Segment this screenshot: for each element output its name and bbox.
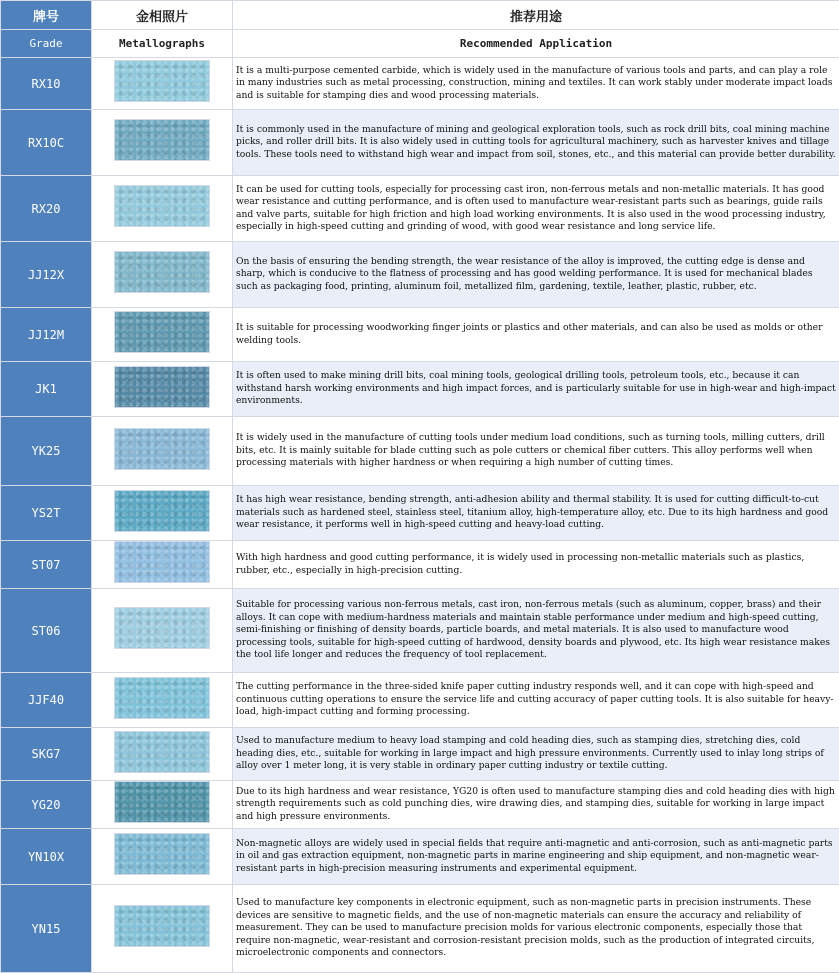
metallograph-cell bbox=[92, 417, 233, 486]
application-cell: It is a multi-purpose cemented carbide, which is widely used in the manufacture of various tools and parts, and can play a role in many industries such as metal processing, construction, mining and textiles. It can work stably under moderate impact loads and is suitable for stamping dies and wood processing materials. bbox=[233, 58, 839, 110]
application-header-en: Recommended Application bbox=[233, 30, 839, 58]
table-row bbox=[1, 486, 839, 541]
table-row bbox=[1, 589, 839, 673]
application-cell: It has high wear resistance, bending strength, anti-adhesion ability and thermal stability. It is used for cutting difficult-to-cut materials such as hardened steel, stainless steel, titanium alloy, high-temperature alloy, etc. Due to its high hardness and good wear resistance, it performs well in high-speed cutting and heavy-load cutting. bbox=[233, 486, 839, 541]
grade-cell: SKG7 bbox=[1, 728, 92, 781]
grade-cell: RX10 bbox=[1, 58, 92, 110]
metallograph-cell bbox=[92, 308, 233, 362]
metallograph-image bbox=[114, 731, 210, 773]
metallograph-image bbox=[114, 677, 210, 719]
table-row bbox=[1, 885, 839, 973]
application-cell: On the basis of ensuring the bending strength, the wear resistance of the alloy is improved, the cutting edge is dense and sharp, which is conducive to the flatness of processing and has good welding performance. It is used for mechanical blades such as packaging food, printing, aluminum foil, metallized film, gardening, textile, leather, plastic, rubber, etc. bbox=[233, 242, 839, 308]
metallograph-image bbox=[114, 781, 210, 823]
grade-cell: YG20 bbox=[1, 781, 92, 829]
metallograph-cell bbox=[92, 362, 233, 417]
application-cell: It is often used to make mining drill bits, coal mining tools, geological drilling tools, petroleum tools, etc., because it can withstand harsh working environments and high impact forces, and is particularly suitable for use in high-wear and high-impact environments. bbox=[233, 362, 839, 417]
application-header-cn: 推荐用途 bbox=[233, 1, 839, 30]
metallograph-cell bbox=[92, 486, 233, 541]
application-cell: It is commonly used in the manufacture of mining and geological exploration tools, such as rock drill bits, coal mining machine picks, and roller drill bits. It is also widely used in cutting tools for agricultural machinery, such as harvester knives and tillage tools. These tools need to withstand high wear and impact from soil, stones, etc., and this material can provide better durability. bbox=[233, 110, 839, 176]
table-row bbox=[1, 829, 839, 885]
metallograph-image bbox=[114, 541, 210, 583]
header-row-cn bbox=[1, 1, 839, 30]
grade-cell: JJ12X bbox=[1, 242, 92, 308]
table-row bbox=[1, 58, 839, 110]
application-cell: The cutting performance in the three-sided knife paper cutting industry responds well, and it can cope with high-speed and continuous cutting operations to ensure the service life and cutting accuracy of paper cutting tools. It is also suitable for heavy-load, high-impact cutting and forming processing. bbox=[233, 673, 839, 728]
metallograph-image bbox=[114, 490, 210, 532]
metallograph-cell bbox=[92, 829, 233, 885]
metallograph-image bbox=[114, 251, 210, 293]
grade-header-en: Grade bbox=[1, 30, 92, 58]
application-cell: Non-magnetic alloys are widely used in special fields that require anti-magnetic and anti-corrosion, such as anti-magnetic parts in oil and gas extraction equipment, non-magnetic parts in marine engineering and ship equipment, and non-magnetic wear-resistant parts in high-precision measuring instruments and experimental equipment. bbox=[233, 829, 839, 885]
application-cell: Suitable for processing various non-ferrous metals, cast iron, non-ferrous metals (such as aluminum, copper, brass) and their alloys. It can cope with medium-hardness materials and maintain stable performance under medium and high-speed cutting, semi-finishing or finishing of density boards, particle boards, and metal materials. It is also used to manufacture wood processing tools, suitable for high-speed cutting of hardwood, density boards and plywood, etc. Its high wear resistance makes the tool life longer and reduces the frequency of tool replacement. bbox=[233, 589, 839, 673]
metallograph-cell bbox=[92, 781, 233, 829]
application-cell: It is suitable for processing woodworking finger joints or plastics and other materials, and can also be used as molds or other welding tools. bbox=[233, 308, 839, 362]
metallograph-cell bbox=[92, 176, 233, 242]
metallograph-cell bbox=[92, 58, 233, 110]
metallograph-image bbox=[114, 607, 210, 649]
table-row bbox=[1, 242, 839, 308]
metallograph-image bbox=[114, 185, 210, 227]
metallograph-image bbox=[114, 366, 210, 408]
table-row bbox=[1, 541, 839, 589]
metallograph-cell bbox=[92, 728, 233, 781]
metallograph-cell bbox=[92, 885, 233, 973]
metallograph-image bbox=[114, 833, 210, 875]
table-row bbox=[1, 362, 839, 417]
metallograph-cell bbox=[92, 589, 233, 673]
table-row bbox=[1, 176, 839, 242]
metallograph-image bbox=[114, 60, 210, 102]
table-row bbox=[1, 417, 839, 486]
application-cell: Due to its high hardness and wear resistance, YG20 is often used to manufacture stamping dies and cold heading dies with high strength requirements such as cold punching dies, wire drawing dies, and stamping dies, suitable for working in large impact and high pressure environments. bbox=[233, 781, 839, 829]
grade-cell: YS2T bbox=[1, 486, 92, 541]
table-row bbox=[1, 308, 839, 362]
grade-cell: JJ12M bbox=[1, 308, 92, 362]
header-row-en bbox=[1, 30, 839, 58]
metallograph-cell bbox=[92, 242, 233, 308]
table-row bbox=[1, 673, 839, 728]
grade-cell: YN10X bbox=[1, 829, 92, 885]
photo-header-en: Metallographs bbox=[92, 30, 233, 58]
metallograph-image bbox=[114, 119, 210, 161]
metallograph-cell bbox=[92, 673, 233, 728]
table-row bbox=[1, 110, 839, 176]
grade-cell: YK25 bbox=[1, 417, 92, 486]
application-cell: Used to manufacture medium to heavy load stamping and cold heading dies, such as stamping dies, stretching dies, cold heading dies, etc., suitable for working in large impact and high pressure environments. Currently used to inlay long strips of alloy over 1 meter long, it is very stable in ordinary paper cutting industry or textile cutting. bbox=[233, 728, 839, 781]
metallograph-image bbox=[114, 311, 210, 353]
application-cell: With high hardness and good cutting performance, it is widely used in processing non-metallic materials such as plastics, rubber, etc., especially in high-precision cutting. bbox=[233, 541, 839, 589]
metallograph-cell bbox=[92, 541, 233, 589]
photo-header-cn: 金相照片 bbox=[92, 1, 233, 30]
table-row bbox=[1, 781, 839, 829]
grade-cell: JK1 bbox=[1, 362, 92, 417]
metallograph-image bbox=[114, 905, 210, 947]
grade-cell: RX20 bbox=[1, 176, 92, 242]
application-cell: It is widely used in the manufacture of cutting tools under medium load conditions, such as turning tools, milling cutters, drill bits, etc. It is mainly suitable for blade cutting such as pole cutters or chemical fiber cutters. This alloy performs well when processing materials with higher hardness or when requiring a high number of cutting times. bbox=[233, 417, 839, 486]
grade-cell: JJF40 bbox=[1, 673, 92, 728]
metallograph-image bbox=[114, 428, 210, 470]
application-cell: It can be used for cutting tools, especially for processing cast iron, non-ferrous metals and non-metallic materials. It has good wear resistance and cutting performance, and is often used to manufacture wear-resistant parts such as bearings, guide rails and valve parts, suitable for high friction and high load working environments. It is also used in the wood processing industry, especially in high-speed cutting and grinding of wood, with good wear resistance and long service life. bbox=[233, 176, 839, 242]
grade-cell: ST07 bbox=[1, 541, 92, 589]
table-row bbox=[1, 728, 839, 781]
grade-cell: RX10C bbox=[1, 110, 92, 176]
grade-header-cn: 牌号 bbox=[1, 1, 92, 30]
application-cell: Used to manufacture key components in electronic equipment, such as non-magnetic parts in precision instruments. These devices are sensitive to magnetic fields, and the use of non-magnetic materials can ensure the accuracy and reliability of measurement. They can be used to manufacture precision molds for various electronic components, especially those that require non-magnetic, wear-resistant and corrosion-resistant precision molds, such as the production of integrated circuits, microelectronic components and connectors. bbox=[233, 885, 839, 973]
metallograph-cell bbox=[92, 110, 233, 176]
grade-cell: ST06 bbox=[1, 589, 92, 673]
grade-cell: YN15 bbox=[1, 885, 92, 973]
